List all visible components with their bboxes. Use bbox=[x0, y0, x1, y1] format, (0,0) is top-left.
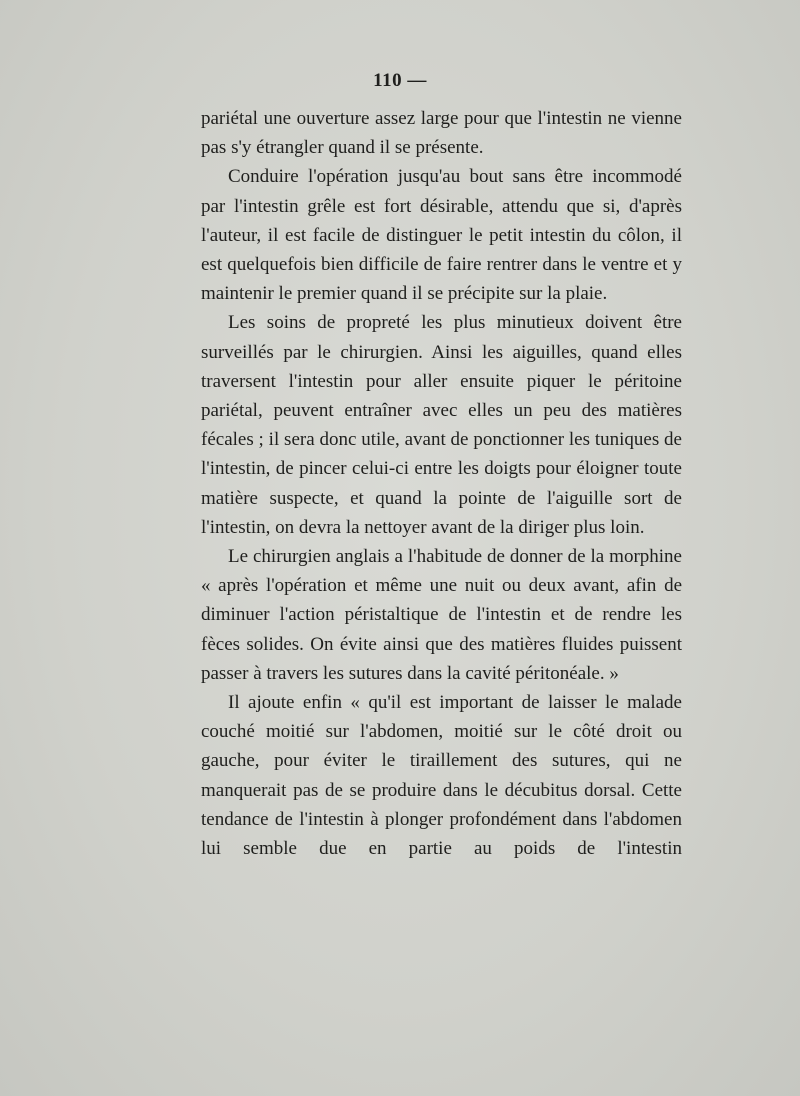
paragraph-soins-proprete: Les soins de propreté les plus minutieux doivent être surveillés par le chirurgien. Ainsi les aiguilles, quand elles traversent l'intestin pour aller ensuite piquer le péritoine pariétal, peuvent entraîner avec elles un peu des matières fécales ; il sera donc utile, avant de ponctionner les tuniques de l'intestin, de pincer celui-ci entre les doigts pour éloigner toute matière suspecte, et quand la pointe de l'aiguille sort de l'intestin, on devra la nettoyer avant de la diriger plus loin. bbox=[201, 312, 682, 538]
paragraph-continuation: pariétal une ouverture assez large pour que l'intestin ne vienne pas s'y étrangler quand il se présente. bbox=[201, 108, 682, 159]
paragraph-operation-intestin-grele: Conduire l'opération jusqu'au bout sans être incommodé par l'intestin grêle est fort désirable, attendu que si, d'après l'auteur, il est facile de distinguer le petit intestin du côlon, il est quelquefois bien difficile de faire rentrer dans le ventre et y maintenir le premier quand il se précipite sur la plaie. bbox=[201, 166, 682, 305]
text-body bbox=[201, 104, 682, 863]
paragraph-position-malade: Il ajoute enfin « qu'il est important de laisser le malade couché moitié sur l'abdomen, moitié sur le côté droit ou gauche, pour éviter le tiraillement des sutures, qui ne manquerait pas de se produire dans le décubitus dorsal. Cette tendance de l'intestin à plonger profondément dans l'abdomen lui semble due en partie au poids de l'intestin bbox=[201, 692, 682, 860]
paragraph-morphine: Le chirurgien anglais a l'habitude de donner de la morphine « après l'opération et même une nuit ou deux avant, afin de diminuer l'action péristaltique de l'intestin et de rendre les fèces solides. On évite ainsi que des matières fluides puissent passer à travers les sutures dans la cavité péritonéale. » bbox=[201, 546, 682, 684]
page-number-header: 110 — bbox=[373, 70, 427, 91]
